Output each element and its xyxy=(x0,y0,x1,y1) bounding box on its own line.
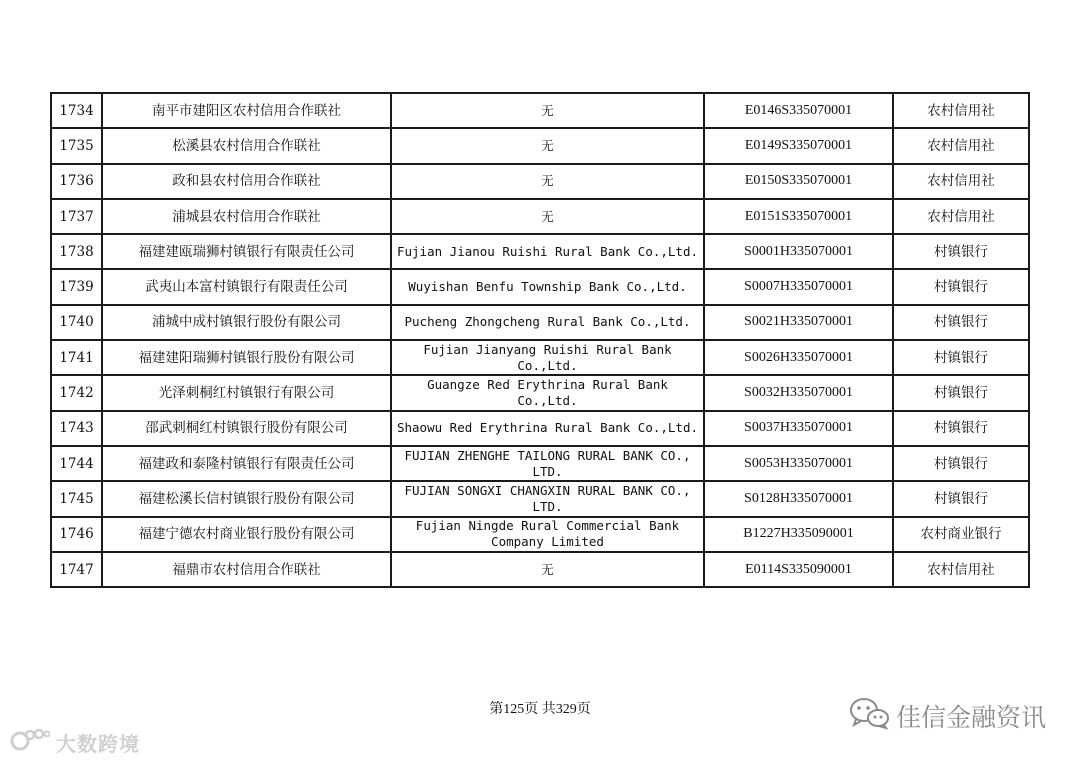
institution-code: S0032H335070001 xyxy=(704,375,893,410)
english-name: FUJIAN ZHENGHE TAILONG RURAL BANK CO., LTD. xyxy=(391,446,704,481)
table-row xyxy=(51,481,1029,516)
institution-code: E0150S335070001 xyxy=(704,164,893,199)
institution-type: 农村信用社 xyxy=(893,552,1029,587)
institution-code: E0151S335070001 xyxy=(704,199,893,234)
watermark-right-text: 佳信金融资讯 xyxy=(895,703,1046,732)
institution-type: 农村信用社 xyxy=(893,93,1029,128)
row-number: 1734 xyxy=(51,93,102,128)
watermark-right xyxy=(848,696,1046,736)
institution-name: 南平市建阳区农村信用合作联社 xyxy=(102,93,391,128)
row-number: 1744 xyxy=(51,446,102,481)
institution-code: S0026H335070001 xyxy=(704,340,893,375)
table-row xyxy=(51,199,1029,234)
table-row xyxy=(51,375,1029,410)
institution-name: 福建政和泰隆村镇银行有限责任公司 xyxy=(102,446,391,481)
table-row xyxy=(51,128,1029,163)
row-number: 1747 xyxy=(51,552,102,587)
institution-type: 村镇银行 xyxy=(893,269,1029,304)
english-name: FUJIAN SONGXI CHANGXIN RURAL BANK CO., LTD. xyxy=(391,481,704,516)
institution-type: 村镇银行 xyxy=(893,340,1029,375)
row-number: 1735 xyxy=(51,128,102,163)
wechat-ring-icon xyxy=(10,727,56,758)
row-number: 1737 xyxy=(51,199,102,234)
institution-code: E0146S335070001 xyxy=(704,93,893,128)
table-row xyxy=(51,269,1029,304)
institution-name: 福建宁德农村商业银行股份有限公司 xyxy=(102,517,391,552)
institution-code: E0149S335070001 xyxy=(704,128,893,163)
institution-type: 农村信用社 xyxy=(893,128,1029,163)
institution-name: 浦城中成村镇银行股份有限公司 xyxy=(102,305,391,340)
institution-code: S0128H335070001 xyxy=(704,481,893,516)
institution-type: 村镇银行 xyxy=(893,411,1029,446)
table-row xyxy=(51,93,1029,128)
institution-name: 福建松溪长信村镇银行股份有限公司 xyxy=(102,481,391,516)
table-body xyxy=(51,93,1029,587)
institution-name: 武夷山本富村镇银行有限责任公司 xyxy=(102,269,391,304)
row-number: 1746 xyxy=(51,517,102,552)
row-number: 1741 xyxy=(51,340,102,375)
institution-code: S0037H335070001 xyxy=(704,411,893,446)
institution-name: 福建建阳瑞狮村镇银行股份有限公司 xyxy=(102,340,391,375)
page-number-footer: 第125页 共329页 xyxy=(489,702,591,717)
institution-name: 福建建瓯瑞狮村镇银行有限责任公司 xyxy=(102,234,391,269)
table-row xyxy=(51,305,1029,340)
english-name: Fujian Jianyang Ruishi Rural Bank Co.,Ltd. xyxy=(391,340,704,375)
institution-code: S0053H335070001 xyxy=(704,446,893,481)
table-row xyxy=(51,340,1029,375)
table-row xyxy=(51,234,1029,269)
table-row xyxy=(51,411,1029,446)
english-name: 无 xyxy=(391,552,704,587)
row-number: 1742 xyxy=(51,375,102,410)
bank-list-table xyxy=(50,92,1030,588)
english-name: 无 xyxy=(391,93,704,128)
institution-name: 浦城县农村信用合作联社 xyxy=(102,199,391,234)
institution-name: 松溪县农村信用合作联社 xyxy=(102,128,391,163)
row-number: 1739 xyxy=(51,269,102,304)
table-row xyxy=(51,517,1029,552)
row-number: 1736 xyxy=(51,164,102,199)
institution-name: 光泽刺桐红村镇银行有限公司 xyxy=(102,375,391,410)
row-number: 1743 xyxy=(51,411,102,446)
wechat-icon xyxy=(848,696,896,736)
institution-code: B1227H335090001 xyxy=(704,517,893,552)
institution-name: 邵武刺桐红村镇银行股份有限公司 xyxy=(102,411,391,446)
english-name: 无 xyxy=(391,128,704,163)
institution-code: S0001H335070001 xyxy=(704,234,893,269)
institution-type: 村镇银行 xyxy=(893,481,1029,516)
english-name: 无 xyxy=(391,199,704,234)
institution-name: 福鼎市农村信用合作联社 xyxy=(102,552,391,587)
institution-name: 政和县农村信用合作联社 xyxy=(102,164,391,199)
table-row xyxy=(51,552,1029,587)
table-row xyxy=(51,446,1029,481)
english-name: Shaowu Red Erythrina Rural Bank Co.,Ltd. xyxy=(391,411,704,446)
english-name: Fujian Ningde Rural Commercial Bank Company Limited xyxy=(391,517,704,552)
institution-type: 村镇银行 xyxy=(893,234,1029,269)
english-name: 无 xyxy=(391,164,704,199)
table-row xyxy=(51,164,1029,199)
institution-type: 农村商业银行 xyxy=(893,517,1029,552)
row-number: 1738 xyxy=(51,234,102,269)
institution-type: 农村信用社 xyxy=(893,199,1029,234)
institution-type: 村镇银行 xyxy=(893,375,1029,410)
english-name: Wuyishan Benfu Township Bank Co.,Ltd. xyxy=(391,269,704,304)
institution-type: 村镇银行 xyxy=(893,305,1029,340)
institution-code: E0114S335090001 xyxy=(704,552,893,587)
row-number: 1745 xyxy=(51,481,102,516)
watermark-left-text: 大数跨境 xyxy=(56,732,140,756)
english-name: Fujian Jianou Ruishi Rural Bank Co.,Ltd. xyxy=(391,234,704,269)
watermark-left xyxy=(10,727,140,758)
institution-type: 村镇银行 xyxy=(893,446,1029,481)
institution-type: 农村信用社 xyxy=(893,164,1029,199)
institution-code: S0021H335070001 xyxy=(704,305,893,340)
english-name: Guangze Red Erythrina Rural Bank Co.,Ltd. xyxy=(391,375,704,410)
institution-code: S0007H335070001 xyxy=(704,269,893,304)
english-name: Pucheng Zhongcheng Rural Bank Co.,Ltd. xyxy=(391,305,704,340)
row-number: 1740 xyxy=(51,305,102,340)
